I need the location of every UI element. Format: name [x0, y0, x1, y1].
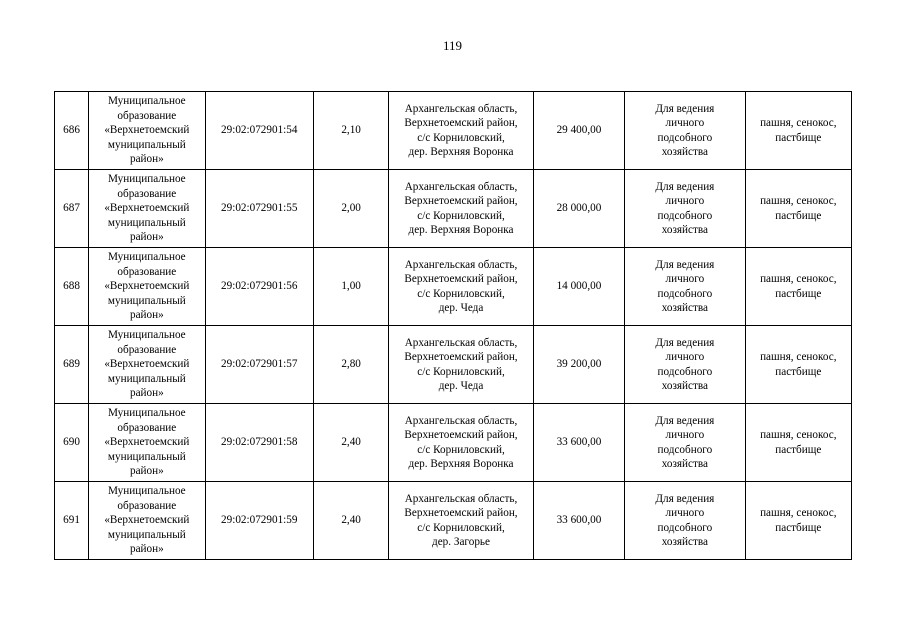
address-cell-line: Архангельская область, [404, 414, 518, 427]
owner-cell-line: «Верхнетоемский [104, 280, 190, 293]
address-cell-line: Архангельская область, [404, 492, 518, 505]
land-type-cell-line: пастбище [775, 287, 822, 300]
owner-cell-line: образование [117, 265, 177, 278]
owner-cell-line: образование [117, 421, 177, 434]
permitted-use-cell-line: хозяйства [661, 302, 708, 314]
permitted-use-cell-line: хозяйства [661, 536, 708, 548]
permitted-use-cell-line: подсобного [657, 443, 713, 456]
area-cell: 2,80 [313, 326, 388, 404]
permitted-use-cell-line: Для ведения [655, 492, 715, 505]
land-type-cell [745, 326, 851, 404]
permitted-use-cell-line: подсобного [657, 365, 713, 378]
address-cell [389, 482, 534, 560]
land-type-cell-line: пашня, сенокос, [760, 195, 837, 207]
address-cell-line: дер. Чеда [438, 302, 484, 314]
permitted-use-cell-line: подсобного [657, 209, 713, 222]
permitted-use-cell-line: хозяйства [661, 224, 708, 236]
cadastral-value-cell: 33 600,00 [533, 482, 624, 560]
cadastral-number-cell: 29:02:072901:54 [205, 92, 313, 170]
cadastral-value-cell: 28 000,00 [533, 170, 624, 248]
permitted-use-cell-line: хозяйства [661, 458, 708, 470]
permitted-use-cell-line: Для ведения [655, 180, 715, 193]
owner-cell [89, 404, 205, 482]
row-number-cell: 688 [55, 248, 89, 326]
owner-cell-line: район» [129, 153, 164, 166]
table-row [55, 248, 852, 326]
owner-cell [89, 170, 205, 248]
address-cell [389, 248, 534, 326]
address-cell-line: с/с Корниловский, [417, 521, 505, 534]
cadastral-value-cell: 33 600,00 [533, 404, 624, 482]
owner-cell-line: Муниципальное [108, 329, 186, 342]
land-type-cell-line: пашня, сенокос, [760, 507, 837, 519]
address-cell-line: Верхнетоемский район, [404, 273, 518, 285]
owner-cell-line: муниципальный [107, 372, 186, 385]
permitted-use-cell [625, 170, 745, 248]
cadastral-number-cell: 29:02:072901:55 [205, 170, 313, 248]
owner-cell-line: «Верхнетоемский [104, 514, 190, 527]
permitted-use-cell [625, 404, 745, 482]
permitted-use-cell-line: личного [665, 507, 705, 519]
address-cell-line: с/с Корниловский, [417, 131, 505, 144]
address-cell-line: дер. Верхняя Воронка [408, 224, 514, 236]
row-number-cell: 689 [55, 326, 89, 404]
table-row [55, 170, 852, 248]
land-type-cell-line: пашня, сенокос, [760, 351, 837, 363]
owner-cell [89, 482, 205, 560]
address-cell [389, 92, 534, 170]
owner-cell-line: Муниципальное [108, 485, 186, 498]
table-row [55, 482, 852, 560]
cadastral-number-cell: 29:02:072901:58 [205, 404, 313, 482]
land-type-cell [745, 404, 851, 482]
owner-cell [89, 248, 205, 326]
owner-cell-line: образование [117, 343, 177, 356]
owner-cell-line: «Верхнетоемский [104, 358, 190, 371]
cadastral-value-cell: 14 000,00 [533, 248, 624, 326]
owner-cell-line: «Верхнетоемский [104, 436, 190, 449]
land-type-cell-line: пашня, сенокос, [760, 273, 837, 285]
table-body [55, 92, 852, 560]
cadastral-number-cell: 29:02:072901:57 [205, 326, 313, 404]
owner-cell-line: образование [117, 187, 177, 200]
row-number-cell: 686 [55, 92, 89, 170]
table-row [55, 404, 852, 482]
land-type-cell [745, 248, 851, 326]
address-cell-line: с/с Корниловский, [417, 365, 505, 378]
area-cell: 2,40 [313, 404, 388, 482]
land-type-cell-line: пастбище [775, 131, 822, 144]
owner-cell [89, 326, 205, 404]
address-cell-line: с/с Корниловский, [417, 287, 505, 300]
permitted-use-cell [625, 248, 745, 326]
land-type-cell [745, 482, 851, 560]
table-row [55, 92, 852, 170]
land-type-cell [745, 170, 851, 248]
address-cell-line: дер. Верхняя Воронка [408, 458, 514, 470]
owner-cell-line: муниципальный [107, 216, 186, 229]
row-number-cell: 687 [55, 170, 89, 248]
owner-cell-line: Муниципальное [108, 173, 186, 186]
permitted-use-cell-line: личного [665, 195, 705, 207]
owner-cell-line: «Верхнетоемский [104, 202, 190, 215]
address-cell-line: с/с Корниловский, [417, 443, 505, 456]
cadastral-number-cell: 29:02:072901:59 [205, 482, 313, 560]
owner-cell-line: муниципальный [107, 294, 186, 307]
area-cell: 2,10 [313, 92, 388, 170]
owner-cell-line: Муниципальное [108, 407, 186, 420]
permitted-use-cell [625, 482, 745, 560]
address-cell-line: дер. Чеда [438, 380, 484, 392]
land-type-cell-line: пастбище [775, 209, 822, 222]
permitted-use-cell-line: Для ведения [655, 258, 715, 271]
permitted-use-cell-line: личного [665, 117, 705, 129]
permitted-use-cell [625, 92, 745, 170]
permitted-use-cell-line: Для ведения [655, 102, 715, 115]
permitted-use-cell-line: личного [665, 429, 705, 441]
address-cell-line: Верхнетоемский район, [404, 429, 518, 441]
address-cell-line: с/с Корниловский, [417, 209, 505, 222]
address-cell-line: Архангельская область, [404, 102, 518, 115]
address-cell [389, 326, 534, 404]
owner-cell-line: образование [117, 109, 177, 122]
cadastral-number-cell: 29:02:072901:56 [205, 248, 313, 326]
permitted-use-cell-line: Для ведения [655, 336, 715, 349]
address-cell-line: Верхнетоемский район, [404, 351, 518, 363]
permitted-use-cell-line: подсобного [657, 521, 713, 534]
row-number-cell: 690 [55, 404, 89, 482]
area-cell: 1,00 [313, 248, 388, 326]
owner-cell-line: образование [117, 499, 177, 512]
land-type-cell-line: пашня, сенокос, [760, 429, 837, 441]
owner-cell-line: Муниципальное [108, 251, 186, 264]
land-registry-table [54, 91, 852, 560]
permitted-use-cell-line: хозяйства [661, 380, 708, 392]
land-type-cell [745, 92, 851, 170]
land-type-cell-line: пастбище [775, 521, 822, 534]
address-cell [389, 404, 534, 482]
address-cell-line: Верхнетоемский район, [404, 195, 518, 207]
area-cell: 2,40 [313, 482, 388, 560]
owner-cell-line: район» [129, 387, 164, 400]
owner-cell-line: район» [129, 309, 164, 322]
owner-cell-line: муниципальный [107, 450, 186, 463]
land-type-cell-line: пастбище [775, 443, 822, 456]
table-row [55, 326, 852, 404]
permitted-use-cell-line: подсобного [657, 287, 713, 300]
permitted-use-cell-line: подсобного [657, 131, 713, 144]
address-cell-line: Верхнетоемский район, [404, 117, 518, 129]
address-cell-line: дер. Загорье [432, 536, 490, 548]
cadastral-value-cell: 39 200,00 [533, 326, 624, 404]
permitted-use-cell-line: личного [665, 273, 705, 285]
permitted-use-cell-line: Для ведения [655, 414, 715, 427]
permitted-use-cell-line: хозяйства [661, 146, 708, 158]
land-type-cell-line: пастбище [775, 365, 822, 378]
owner-cell-line: муниципальный [107, 138, 186, 151]
permitted-use-cell [625, 326, 745, 404]
owner-cell-line: Муниципальное [108, 95, 186, 108]
address-cell [389, 170, 534, 248]
address-cell-line: Архангельская область, [404, 336, 518, 349]
address-cell-line: Верхнетоемский район, [404, 507, 518, 519]
owner-cell-line: район» [129, 465, 164, 478]
address-cell-line: дер. Верхняя Воронка [408, 146, 514, 158]
owner-cell-line: «Верхнетоемский [104, 124, 190, 137]
owner-cell-line: район» [129, 231, 164, 244]
cadastral-value-cell: 29 400,00 [533, 92, 624, 170]
land-type-cell-line: пашня, сенокос, [760, 117, 837, 129]
owner-cell-line: муниципальный [107, 528, 186, 541]
owner-cell [89, 92, 205, 170]
area-cell: 2,00 [313, 170, 388, 248]
permitted-use-cell-line: личного [665, 351, 705, 363]
owner-cell-line: район» [129, 543, 164, 556]
address-cell-line: Архангельская область, [404, 258, 518, 271]
page-number: 119 [442, 38, 463, 53]
address-cell-line: Архангельская область, [404, 180, 518, 193]
row-number-cell: 691 [55, 482, 89, 560]
